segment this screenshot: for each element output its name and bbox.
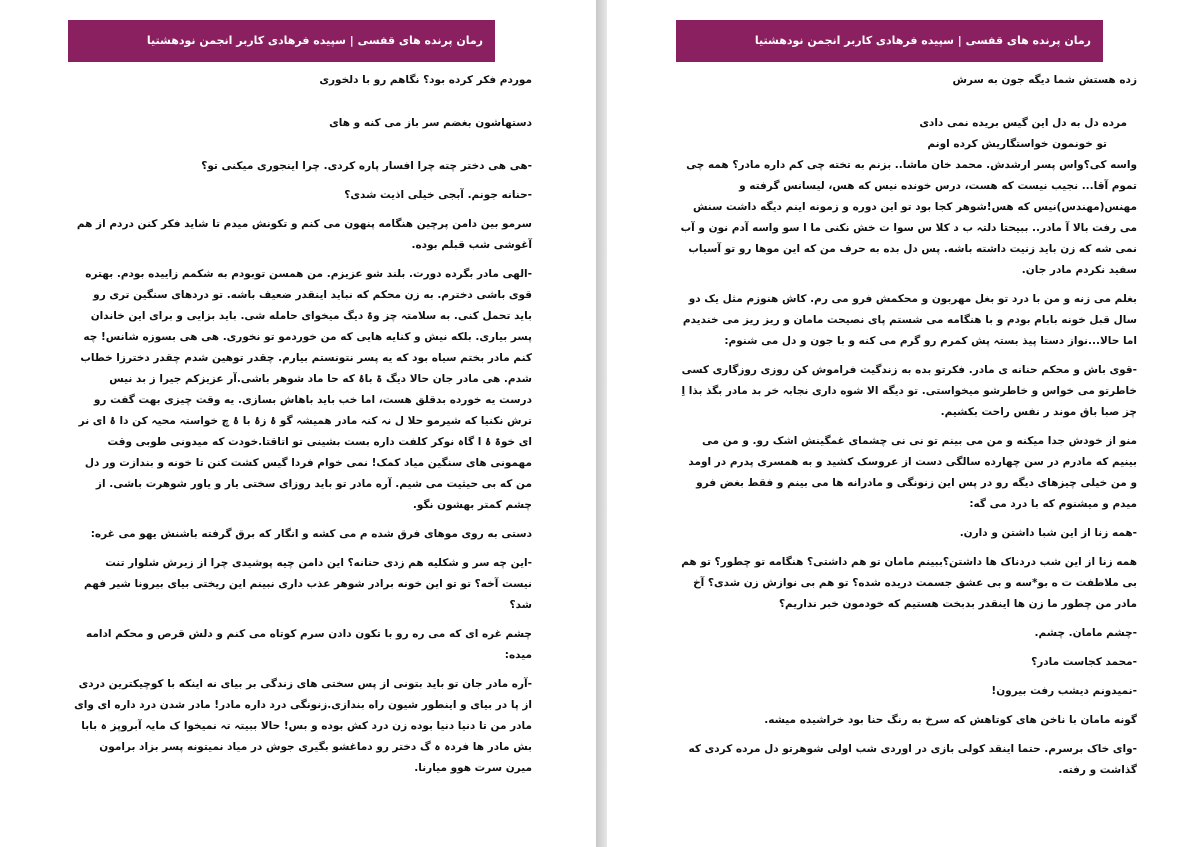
- paragraph: زده هستش شما دیگه جون به سرش: [952, 74, 1137, 86]
- paragraph: -محمد کجاست مادر؟: [1031, 656, 1137, 668]
- paragraph: -حنانه جونم. آبجی خیلی اذیت شدی؟: [344, 189, 532, 201]
- paragraph: تو خونمون خواستگاریش کرده اونم: [927, 138, 1107, 150]
- paragraph: موردم فکر کرده بود؟ نگاهم رو با دلخوری: [319, 74, 532, 86]
- paragraph: دستهاشون بغضم سر باز می کنه و های: [329, 117, 532, 129]
- left-page: [0, 0, 596, 847]
- paragraph: چشم غره ای که می ره رو با تکون دادن سرم کوتاه می کنم و دلش قرص و محکم ادامه میده:: [86, 628, 532, 661]
- paragraph: گونه مامان با ناخن های کوتاهش که سرخ به رنگ حنا بود خراشیده میشه.: [764, 714, 1137, 726]
- paragraph: واسه کی؟واس پسر ارشدش. محمد خان ماشا.. بزنم به تخته چی کم داره مادر؟ همه چی تموم آقا... نجیب نیست که هست، درس خونده نیس که هس، لیسانس گرفته و مهنس(مهندس)نیس که هس!شوهر کجا بود تو این دوره و زمونه اینم دیگه داشت سنش می رفت بالا آ مادر.. ببیحتا دلتہ ب د کلا س سوا ت خش نکنی ما ا سو واسه آدم نون و آب نمی شه که زن باید زنیت داشته باشه. پس دل بده به حرف من که این موها رو تو آسیاب سفید نکردم مادر جان.: [680, 159, 1137, 276]
- paragraph: بغلم می زنه و من با درد تو بغل مهربون و محکمش فرو می رم. کاش هنوزم مثل یک دو سال قبل خونه بابام بودم و با هنگامه می شستم پای نصیحت مامان و ریز ریز می خندیدم اما حالا...نواز دستا پیذ بستہ پش کمرم رو گرم می کنه و با جون و دل می شنوم:: [682, 293, 1137, 347]
- paragraph: دستی به روی موهای فرق شده م می کشه و انگار که برق گرفته باشنش یهو می غره:: [90, 528, 532, 540]
- paragraph: -قوی باش و محکم حنانه ی مادر. فکرتو بده به زندگیت فراموش کن روزی روزگاری کسی خاطرتو می خواس و خاطرشو میخواستی. تو دیگه الا شوه داری نجابہ خر بد مادر بگذ بذا اِ چز صبا باق موند ر نفس راحت بکشیم.: [681, 364, 1137, 418]
- paragraph: مرده دل به دل این گیس بریده نمی دادی: [919, 117, 1127, 129]
- page-header: رمان پرنده های قفسی | سپیده فرهادی کاربر انجمن نودهشتیا: [68, 20, 495, 62]
- page-header: رمان پرنده های قفسی | سپیده فرهادی کاربر انجمن نودهشتیا: [676, 20, 1103, 62]
- paragraph: منو از خودش جدا میکنه و من می بینم تو نی نی چشمای غمگینش اشک رو. و من می بینیم که مادرم در سن چهارده سالگی دست از عروسک کشید و به همسری پدرم در اومد و من خیلی چیزهای دیگه رو در پس این زنونگی و مادرانه ها می بینم و فقط بغض فرو میدم و میشنوم که با درد می گه:: [688, 435, 1137, 510]
- page-body: [679, 70, 1137, 781]
- paragraph: -الهی مادر بگرده دورت. بلند شو عزیزم. من همسن توبودم به شکمم زاییده بودم. بهتره قوی باشی دخترم. به زن محکم که نباید اینقدر ضعیف باشه. تو دردهای سنگین تری رو باید تحمل کنی. به سلامتہ چز وۃ دیگ میخوای حامله شی. باید بزایی و برای این خاندان پسر بیاری. بلکه نیش و کنایه هایی که من خوردمو تو نخوری. هی هی بسوزه شانس! چه کنم مادر بختم سیاه بود که یه پسر نتونستم بیارم. چقدر توهین شدم چقدر دخترزا خطاب شدم. هی مادر جان حالا دیگ ۃ باۂ که حا ماد شوهر باشی.آر عزیزکم جیرا ز بد نیس درست یه خورده بدقلق هست، اما خب باید باهاش بسازی. یه وقت چیزی بهت گفت رو ترش نکنیا که شیرمو حلا ل نہ کنہ مادر همیشہ گو ۂ زۂ با ۂ چ خواستہ محیہ کن دا ۂ ای نر ای خوۃ ۂ ا گاہ نوکر کلفت داره بست بشینی تو اتاقتا.خودت که میدونی طوبی وقت مهمونی های سنگین میاد کمک! نمی خوام فردا گیس کشت کنن تا خونه و بندازت ور دل من که بی حیثیت می شیم. آره مادر تو باید روزای سختی یار و یاور شوهرت باشی. از چشم کمتر بهشون نگو.: [78, 268, 532, 511]
- paragraph: -وای خاک برسرم. حتما اینقد کولی بازی در اوردی شب اولی شوهرتو دل مرده کردی که گذاشت و رفته.: [688, 743, 1137, 776]
- paragraph: -نمیدونم دیشب رفت بیرون!: [991, 685, 1137, 697]
- paragraph: سرمو بین دامن پرچین هنگامه پنهون می کنم و تکونش میدم تا شاید فکر کنن دردم از هم آغوشی شب قبلم بوده.: [76, 218, 532, 251]
- right-page: [607, 0, 1203, 847]
- paragraph: -هی هی دختر چته چرا افسار پاره کردی. چرا اینجوری میکنی تو؟: [201, 160, 532, 172]
- paragraph: همه زنا از این شب دردناک ها داشتن؟ببینم مامان تو هم داشتی؟ هنگامه تو چطور؟ تو هم بی ملاطفت ت ه بو*سه و بی عشق جسمت دریده شده؟ تو هم بی نوازش زن شدی؟ آخ مادر من چطور ما زن ها اینقدر بدبخت هستیم که خودمون خبر نداریم؟: [681, 556, 1137, 610]
- paragraph: -این چه سر و شکلیه هم زدی حنانه؟ این دامن چیه پوشیدی چرا از زیرش شلوار تنت نیست آخه؟ تو تو این خونه برادر شوهر عذب داری نبینم این ریختی بیای بیرونا شیر فهم شد؟: [84, 557, 532, 611]
- paragraph: -آره مادر جان تو باید بتونی از پس سختی های زندگی بر بیای نه اینکه با کوچیکترین دردی از پا در بیای و اینطور شیون راه بندازی.زنونگی درد داره مادر! مادر شدن درد داره ای وای مادر من تا دنیا دنیا بوده زن درد کش بوده و بس! حالا ببیتہ تہ نمیخوا ک مایہ آبروپز ہ بابا بش مادر ها فردہ ہ گ دختر رو دماغشو بگیری جوش در میاد نمیتونه پسر بزاد برامون میرن سرت هوو میارنا.: [74, 678, 532, 774]
- page-gutter: [596, 0, 607, 847]
- paragraph: -همه زنا از این شبا داشتن و دارن.: [959, 527, 1137, 539]
- paragraph: -چشم مامان. چشم.: [1034, 627, 1137, 639]
- page-body: [74, 70, 532, 779]
